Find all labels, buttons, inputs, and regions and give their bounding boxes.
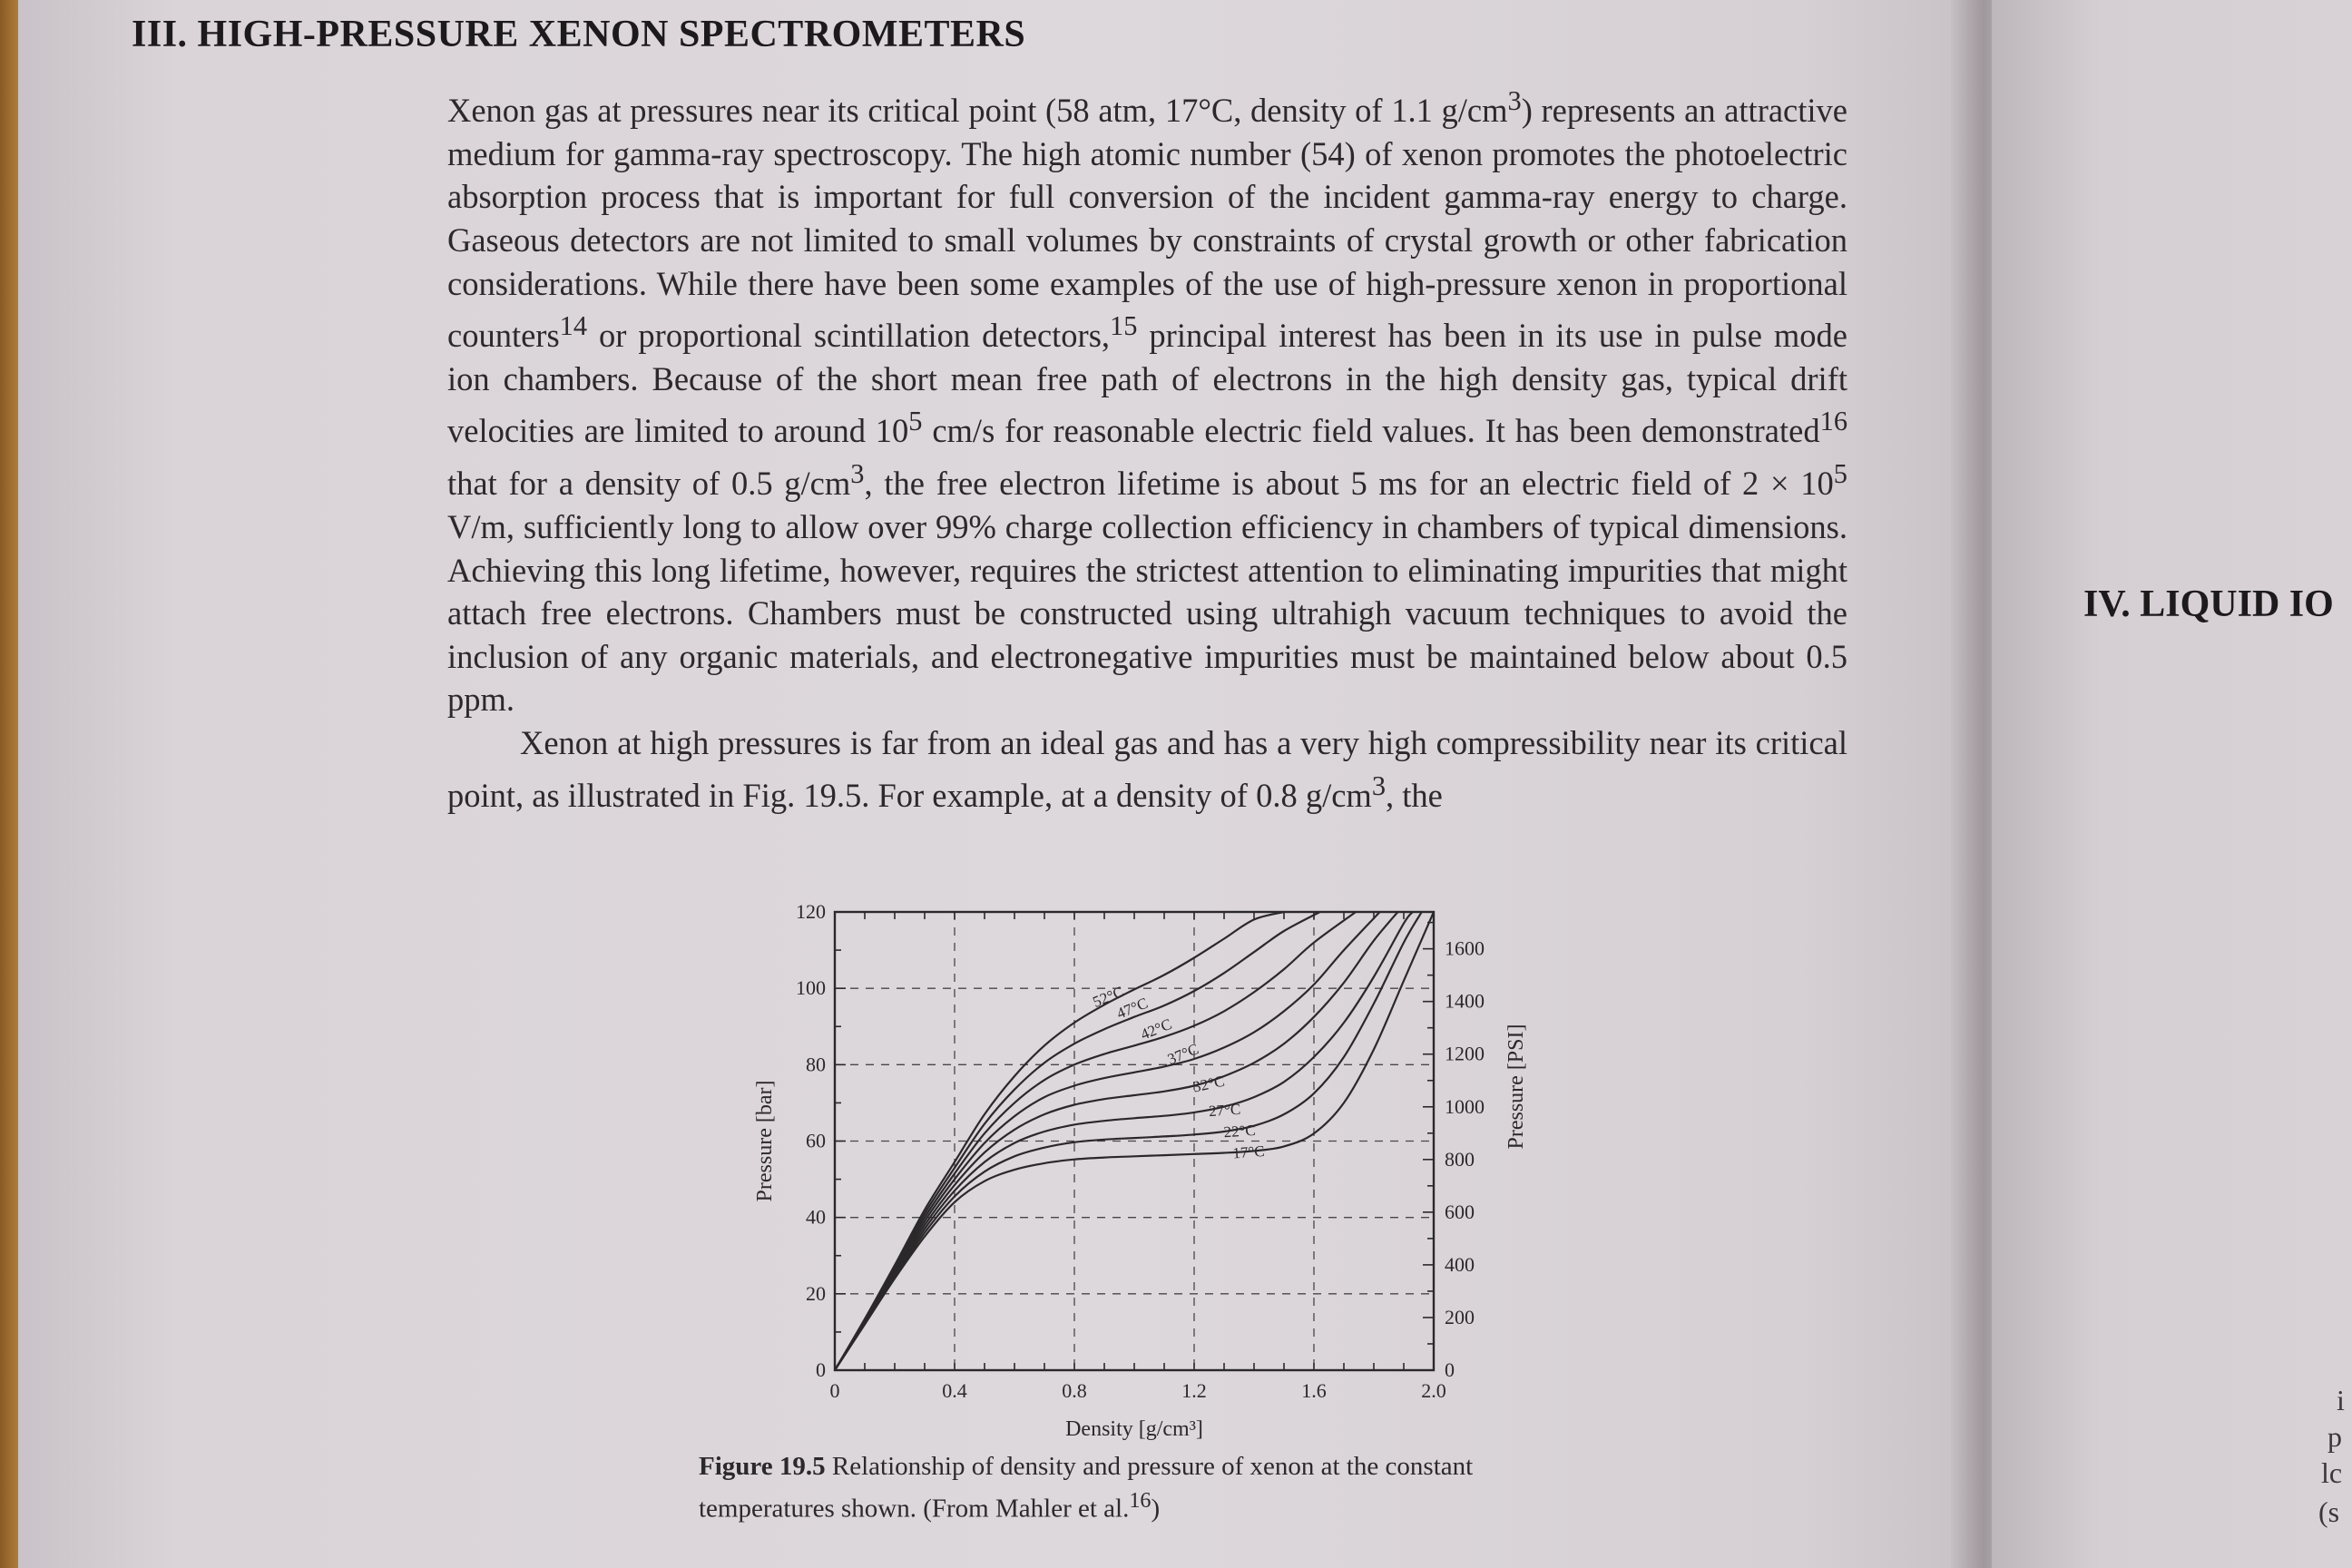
y-tick-label: 0 — [816, 1358, 826, 1381]
curve-label-27c: 27°C — [1208, 1100, 1241, 1121]
right-page-fragment: i — [2337, 1384, 2345, 1416]
figure-label: Figure 19.5 — [699, 1452, 826, 1481]
p1-text-1: Xenon gas at pressures near its critical point (58 atm, 17°C, density of 1.1 g/cm — [447, 92, 1508, 130]
y2-tick-label: 600 — [1445, 1200, 1475, 1223]
p1-citation-14: 14 — [559, 310, 588, 342]
figure-19-5 — [744, 885, 1543, 1447]
xenon-pressure-chart — [744, 885, 1543, 1447]
p1-sup-exponent-5b: 5 — [1833, 458, 1847, 490]
y2-tick-label: 0 — [1445, 1358, 1455, 1381]
right-page-fragment: lc — [2321, 1456, 2343, 1489]
x-tick-label: 0.8 — [1062, 1379, 1087, 1402]
curve-label-17c: 17°C — [1231, 1142, 1266, 1162]
p1-text-8: V/m, sufficiently long to allow over 99% charge collection efficiency in chambers of typical dimensions. Achieving this long lifetime, however, requires the strictest attention to eliminating impurities that might attach free electrons. Chambers must be constructed using ultrahigh vacuum techniques to avoid the inclusion of any organic materials, and electronegative impurities must be maintained below about 0.5 ppm. — [447, 507, 1847, 719]
p2-text-2: , the — [1386, 776, 1443, 814]
y-tick-label: 80 — [806, 1053, 826, 1076]
y2-tick-label: 1000 — [1445, 1094, 1485, 1118]
curve-label-52c: 52°C — [1090, 983, 1127, 1011]
x-tick-label: 0 — [829, 1379, 840, 1402]
p1-sup-1: 3 — [1507, 85, 1522, 116]
curve-label-42c: 42°C — [1138, 1014, 1174, 1044]
curve-label-32c: 32°C — [1191, 1072, 1227, 1096]
paragraph-2 — [447, 721, 1847, 817]
p1-text-6: that for a density of 0.5 g/cm — [447, 465, 851, 503]
isotherm-27c — [835, 912, 1413, 1370]
curve-label-22c: 22°C — [1222, 1121, 1257, 1142]
p1-sup-exponent-5: 5 — [908, 406, 923, 437]
figure-caption — [699, 1450, 1592, 1526]
section-heading: III. HIGH-PRESSURE XENON SPECTROMETERS — [132, 14, 1026, 55]
curve-label-37c: 37°C — [1164, 1040, 1201, 1069]
y-tick-label: 40 — [806, 1205, 826, 1229]
p2-text-1: Xenon at high pressures is far from an ideal gas and has a very high compressibility near its critical point, as illustrated in Fig. 19.5. For example, at a density of 0.8 g/cm — [447, 723, 1847, 814]
x-axis-label: Density [g/cm³] — [1065, 1417, 1203, 1441]
x-tick-label: 0.4 — [942, 1379, 967, 1402]
y2-axis-label: Pressure [PSI] — [1504, 1024, 1528, 1150]
caption-text-end: ) — [1151, 1494, 1161, 1524]
caption-text: Relationship of density and pressure of xenon at the constant temperatures shown. (From Mahler et al. — [699, 1452, 1474, 1524]
y-tick-label: 120 — [796, 900, 826, 923]
curve-label-47c: 47°C — [1113, 994, 1151, 1023]
right-page — [1992, 0, 2352, 1568]
caption-citation: 16 — [1129, 1488, 1152, 1513]
y2-tick-label: 200 — [1445, 1305, 1475, 1328]
right-page-fragment: (s — [2318, 1495, 2340, 1528]
paragraph-1 — [447, 80, 1847, 721]
p2-sup-3: 3 — [1371, 769, 1387, 801]
y2-tick-label: 800 — [1445, 1147, 1475, 1171]
x-tick-label: 1.6 — [1301, 1379, 1327, 1402]
body-text — [447, 80, 1847, 817]
y-tick-label: 20 — [806, 1281, 826, 1305]
y2-tick-label: 400 — [1445, 1252, 1475, 1276]
x-tick-label: 2.0 — [1421, 1379, 1446, 1402]
y-tick-label: 100 — [796, 976, 826, 1000]
y-axis-label: Pressure [bar] — [753, 1080, 777, 1202]
y2-tick-label: 1200 — [1445, 1042, 1485, 1065]
p1-text-4: principal interest has been in its use in pulse mode ion chambers. Because of the short mean free path of electrons in the high density gas, typical drift velocities are limited to around 10 — [447, 317, 1848, 450]
p1-citation-15: 15 — [1110, 310, 1138, 342]
p1-citation-16: 16 — [1819, 406, 1848, 437]
y2-tick-label: 1600 — [1445, 936, 1485, 960]
y-tick-label: 60 — [806, 1129, 826, 1152]
right-page-fragment: p — [2328, 1420, 2342, 1453]
x-tick-label: 1.2 — [1181, 1379, 1207, 1402]
p1-sup-3: 3 — [850, 458, 865, 490]
p1-text-7: , the free electron lifetime is about 5 ms for an electric field of 2 × 10 — [864, 465, 1834, 503]
p1-text-5: cm/s for reasonable electric field values. It has been demonstrated — [922, 412, 1820, 450]
right-page-heading: IV. LIQUID IO — [2083, 583, 2334, 625]
p1-text-3: or proportional scintillation detectors, — [587, 317, 1111, 355]
y2-tick-label: 1400 — [1445, 989, 1485, 1013]
p1-text-2: ) represents an attractive medium for gamma-ray spectroscopy. The high atomic number (54) of xenon promotes the photoelectric absorption process that is important for full conversion of the incident gamma-ray energy to charge. Gaseous detectors are not limited to small volumes by constraints of crystal growth or other fabrication considerations. While there have been some examples of the use of high-pressure xenon in proportional counters — [447, 92, 1847, 355]
